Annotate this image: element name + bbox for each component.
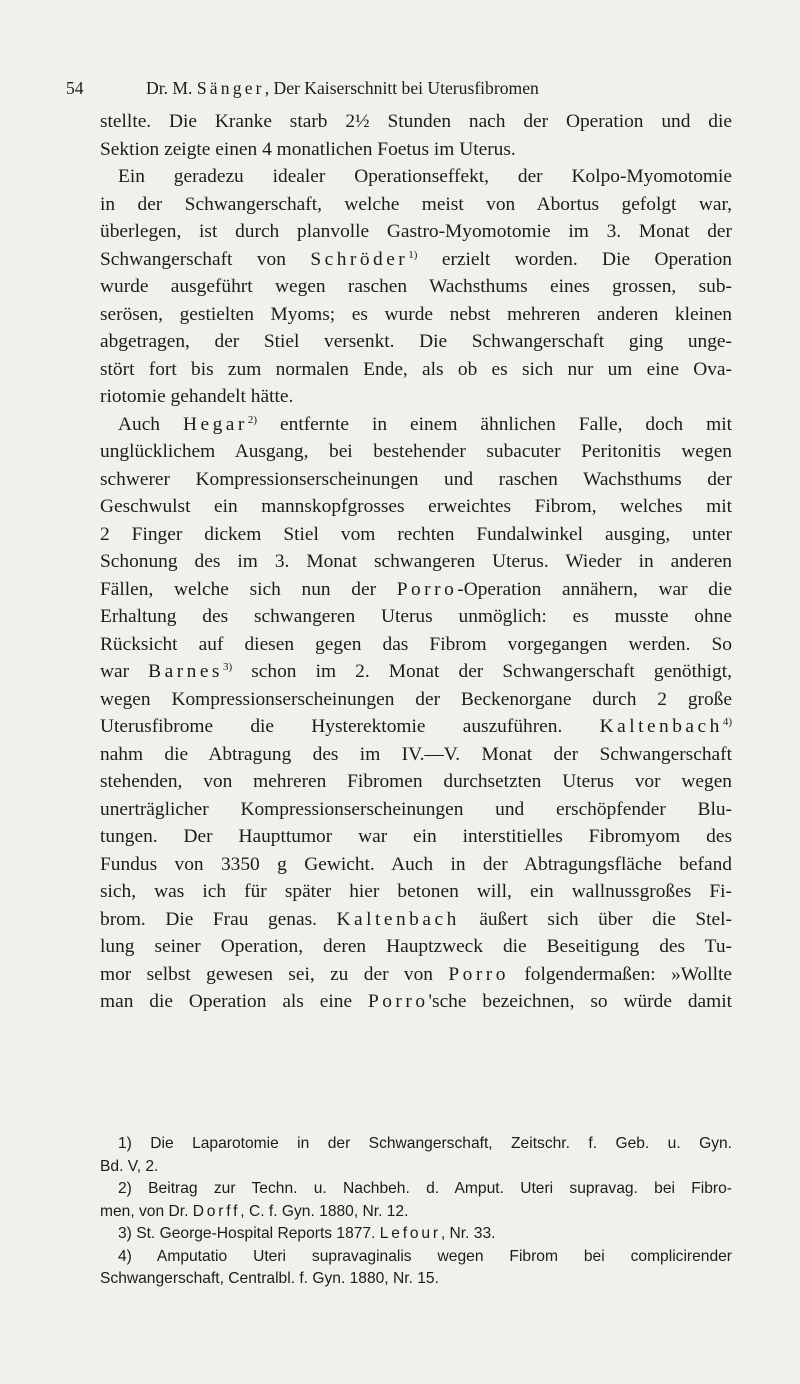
text-line: in der Schwangerschaft, welche meist von Abortus gefolgt war, xyxy=(100,193,732,215)
text-line: Geschwulst ein mannskopfgrosses erweichtes Fibrom, welches mit xyxy=(100,496,732,517)
text-line: Sektion zeigte einen 4 monatlichen Foetus im Uterus. xyxy=(100,138,516,160)
text-segment: äußert sich über die Stel- xyxy=(459,908,732,930)
page-number: 54 xyxy=(66,78,84,98)
footnote-ref: 2) xyxy=(247,413,258,426)
text-segment: 3) St. George-Hospital Reports 1877. xyxy=(118,1225,380,1242)
author-name: Kaltenbach xyxy=(599,716,723,737)
text-line: wurde ausgeführt wegen raschen Wachsthums eines grossen, sub- xyxy=(100,276,732,297)
footnote xyxy=(100,1223,732,1246)
text-line: Schonung des im 3. Monat schwangeren Uterus. Wieder in anderen xyxy=(100,551,732,572)
footnote xyxy=(100,1201,732,1224)
footnote-ref: 4) xyxy=(722,716,732,728)
author-name: Porro xyxy=(367,991,429,1012)
text-segment: 'sche bezeichnen, so würde damit xyxy=(428,991,732,1012)
footnote: Schwangerschaft, Centralbl. f. Gyn. 1880, Nr. 15. xyxy=(100,1270,439,1287)
author-name: Porro xyxy=(448,963,509,985)
author-name: Hegar xyxy=(183,413,248,435)
text-line: stellte. Die Kranke starb 2½ Stunden nach der Operation und die xyxy=(100,111,732,132)
text-line: stört fort bis zum normalen Ende, als ob es sich nur um eine Ova- xyxy=(100,358,732,380)
text-segment: schon im 2. Monat der Schwangerschaft genöthigt, xyxy=(232,661,732,682)
text-line: Fundus von 3350 g Gewicht. Auch in der Abtragungsfläche befand xyxy=(100,853,732,875)
text-line: Ein geradezu idealer Operationseffekt, der Kolpo-Myomotomie xyxy=(118,166,732,187)
text-line: Erhaltung des schwangeren Uterus unmöglich: es musste ohne xyxy=(100,606,732,627)
text-line xyxy=(100,411,732,439)
text-segment: Uterusfibrome die Hysterektomie auszuführen. xyxy=(100,716,600,737)
text-line: Rücksicht auf diesen gegen das Fibrom vorgegangen werden. So xyxy=(100,633,732,655)
running-header xyxy=(66,76,666,100)
text-line: riotomie gehandelt hätte. xyxy=(100,386,294,407)
footnote: Bd. V, 2. xyxy=(100,1157,159,1175)
text-segment: folgendermaßen: »Wollte xyxy=(508,963,732,985)
text-line xyxy=(100,246,732,274)
footnote-ref: 3) xyxy=(222,661,233,673)
text-segment: man die Operation als eine xyxy=(100,991,368,1012)
text-segment: war xyxy=(100,661,149,682)
text-line xyxy=(100,988,732,1016)
text-line xyxy=(100,906,732,934)
footnote: 1) Die Laparotomie in der Schwangerschaft, Zeitschr. f. Geb. u. Gyn. xyxy=(118,1135,732,1152)
text-line xyxy=(100,713,732,741)
text-segment: Fällen, welche sich nun der xyxy=(100,578,397,600)
text-segment: brom. Die Frau genas. xyxy=(100,908,337,930)
header-author-name: Sänger xyxy=(196,78,265,98)
author-name: Barnes xyxy=(148,661,223,682)
author-name: Lefour xyxy=(379,1225,441,1242)
text-segment: -Operation annähern, war die xyxy=(457,578,732,600)
text-line: wegen Kompressionserscheinungen der Beckenorgane durch 2 große xyxy=(100,688,732,710)
text-line: schwerer Kompressionserscheinungen und raschen Wachsthums der xyxy=(100,468,732,490)
text-segment: , C. f. Gyn. 1880, Nr. 12. xyxy=(240,1202,409,1220)
footnote: 2) Beitrag zur Techn. u. Nachbeh. d. Amput. Uteri supravag. bei Fibro- xyxy=(118,1180,732,1197)
main-text xyxy=(100,108,732,1016)
author-name: Schröder xyxy=(310,248,409,270)
text-segment: erzielt worden. Die Operation xyxy=(417,248,732,270)
text-segment: Auch xyxy=(118,413,184,435)
author-name: Kaltenbach xyxy=(336,908,460,930)
text-line xyxy=(100,576,732,604)
footnote-ref: 1) xyxy=(408,248,418,261)
footnotes xyxy=(100,1133,732,1291)
text-line: abgetragen, der Stiel versenkt. Die Schwangerschaft ging unge- xyxy=(100,331,732,352)
text-line: serösen, gestielten Myoms; es wurde nebst mehreren anderen kleinen xyxy=(100,303,732,325)
text-line: sich, was ich für später hier betonen will, ein wallnussgroßes Fi- xyxy=(100,881,732,902)
text-segment: Schwangerschaft von xyxy=(100,248,311,270)
text-segment: men, von Dr. xyxy=(100,1202,193,1220)
text-line: 2 Finger dickem Stiel vom rechten Fundalwinkel ausging, unter xyxy=(100,523,732,545)
text-line: überlegen, ist durch planvolle Gastro-Myomotomie im 3. Monat der xyxy=(100,221,732,242)
text-line: lung seiner Operation, deren Hauptzweck die Beseitigung des Tu- xyxy=(100,936,732,957)
author-name: Porro xyxy=(396,578,458,600)
text-segment: mor selbst gewesen sei, zu der von xyxy=(100,963,449,985)
text-line: stehenden, von mehreren Fibromen durchsetzten Uterus vor wegen xyxy=(100,771,732,792)
text-line: unerträglicher Kompressionserscheinungen und erschöpfender Blu- xyxy=(100,798,732,820)
text-line: unglücklichem Ausgang, bei bestehender subacuter Peritonitis wegen xyxy=(100,441,732,462)
text-line xyxy=(100,961,732,989)
author-name: Dorff xyxy=(192,1202,241,1220)
text-line: tungen. Der Haupttumor war ein interstitielles Fibromyom des xyxy=(100,826,732,847)
text-segment: , Nr. 33. xyxy=(440,1225,496,1242)
header-author-prefix: Dr. M. xyxy=(146,78,193,98)
text-segment: entfernte in einem ähnlichen Falle, doch mit xyxy=(257,413,732,435)
header-title: , Der Kaiserschnitt bei Uterusfibromen xyxy=(264,78,539,98)
text-line xyxy=(100,658,732,686)
text-line: nahm die Abtragung des im IV.—V. Monat der Schwangerschaft xyxy=(100,743,732,765)
footnote: 4) Amputatio Uteri supravaginalis wegen Fibrom bei complicirender xyxy=(118,1247,732,1265)
